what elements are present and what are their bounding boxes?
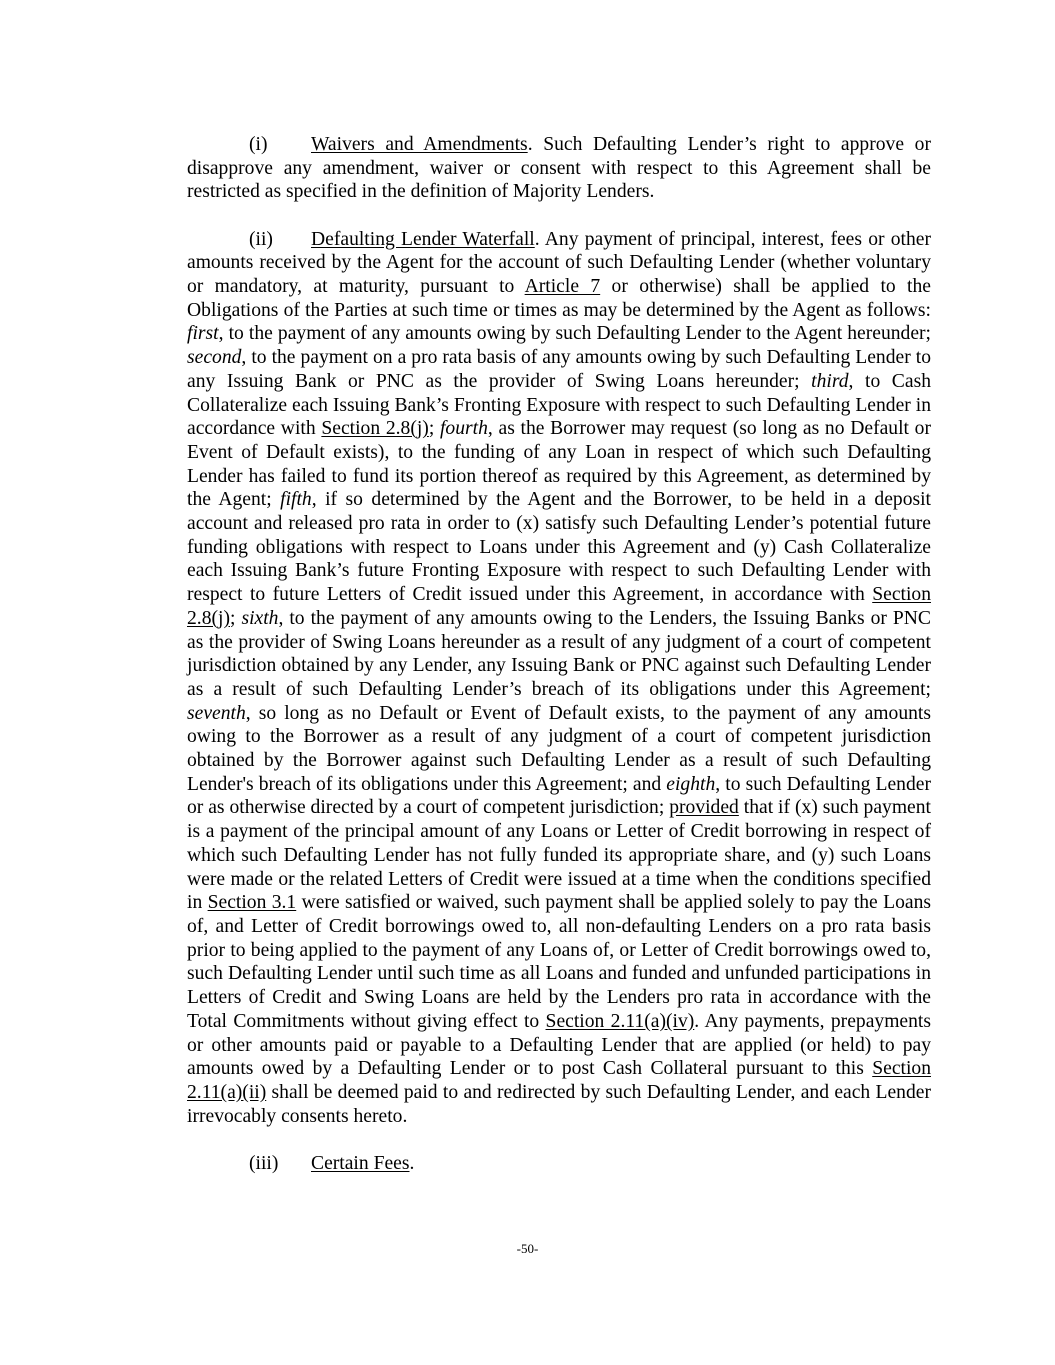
document-body bbox=[187, 133, 931, 1176]
text-run: , if so determined by the Agent and the Borrower, to be held in a deposit account and released pro rata in order to (x) satisfy such Defaulting Lender’s potential future funding obligations with respect to Loans under this Agreement and (y) Cash Collateralize each Issuing Bank’s future Fronting Exposure with respect to such Defaulting Lender with respect to future Letters of Credit issued under this Agreement, in accordance with bbox=[187, 489, 931, 606]
cross-reference: Section 2.11(a)(iv) bbox=[545, 1010, 695, 1032]
text-run: . Any payments, prepayments or other amounts paid or payable to a Defaulting Lender that are applied (or held) to pay amounts owed by a Defaulting Lender or to post Cash Collateral pursuant to this bbox=[187, 1010, 931, 1080]
text-run: . Any payment of principal, interest, fees or other amounts received by the Agent for the account of such Defaulting Lender (whether voluntary or mandatory, at maturity, pursuant to bbox=[187, 228, 931, 298]
ordinal-term: sixth bbox=[241, 607, 279, 629]
text-run: were satisfied or waived, such payment shall be applied solely to pay the Loans of, and Letter of Credit borrowings owed to, all non-defaulting Lenders on a pro rata basis prior to being applied to the payment of any Loans of, or Letter of Credit borrowings owed to, such Defaulting Lender until such time as all Loans and funded and unfunded participations in Letters of Credit and Swing Loans are held by the Lenders pro rata in accordance with the Total Commitments without giving effect to bbox=[187, 892, 931, 1032]
text-run: . bbox=[409, 1152, 415, 1174]
text-run: , to such Defaulting Lender or as otherwise directed by a court of competent jurisdiction; bbox=[187, 773, 931, 819]
text-run: . Such Defaulting Lender’s right to approve or disapprove any amendment, waiver or consent with respect to this Agreement shall be restricted as specified in the definition of Majority Lenders. bbox=[187, 134, 931, 203]
cross-reference: Section 3.1 bbox=[207, 892, 297, 914]
ordinal-term: fifth bbox=[280, 489, 312, 511]
paragraph-iii bbox=[187, 1152, 931, 1176]
cross-reference: provided bbox=[669, 797, 739, 819]
text-run: , to the payment of any amounts owing to the Lenders, the Issuing Banks or PNC as the provider of Swing Loans hereunder as a result of any judgment of a court of competent jurisdiction obtained by any Lender, any Issuing Bank or PNC against such Defaulting Lender as a result of such Defaulting Lender’s breach of its obligations under this Agreement; bbox=[187, 607, 931, 700]
text-run: shall be deemed paid to and redirected by such Defaulting Lender, and each Lender irrevocably consents hereto. bbox=[187, 1081, 931, 1127]
text-run: , so long as no Default or Event of Default exists, to the payment of any amounts owing to the Borrower as a result of any judgment of a court of competent jurisdiction obtained by the Borrower against such Defaulting Lender as a result of such Defaulting Lender's breach of its obligations under this Agreement; and bbox=[187, 702, 931, 795]
cross-reference: Section 2.8(j) bbox=[321, 418, 429, 440]
text-run: or otherwise) shall be applied to the Obligations of the Parties at such time or times as may be determined by the Agent as follows: bbox=[187, 276, 931, 321]
text-run: , to Cash Collateralize each Issuing Bank’s Fronting Exposure with respect to such Defaulting Lender in accordance with bbox=[187, 370, 931, 440]
ordinal-term: eighth bbox=[666, 773, 716, 795]
ordinal-term: seventh bbox=[187, 702, 246, 724]
cross-reference: Section 2.8(j) bbox=[187, 584, 931, 629]
text-run: , as the Borrower may request (so long as no Default or Event of Default exists), to the funding of any Loan in respect of which such Defaulting Lender has failed to fund its portion thereof as required by this Agreement, as determined by the Agent; bbox=[187, 418, 932, 511]
ordinal-term: fourth bbox=[439, 418, 488, 440]
paragraph-heading: Waivers and Amendments bbox=[311, 134, 528, 155]
ordinal-term: second bbox=[187, 347, 242, 369]
text-run: , to the payment on a pro rata basis of any amounts owing by such Defaulting Lender to any Issuing Bank or PNC as the provider of Swing Loans hereunder; bbox=[187, 347, 931, 392]
ordinal-term: third bbox=[811, 370, 849, 392]
paragraph-number: (i) bbox=[249, 134, 268, 155]
cross-reference: Section 2.11(a)(ii) bbox=[187, 1058, 931, 1103]
page-number: -50- bbox=[516, 1241, 539, 1256]
paragraph-heading: Defaulting Lender Waterfall bbox=[311, 228, 535, 250]
text-run: , to the payment of any amounts owing by such Defaulting Lender to the Agent hereunder; bbox=[218, 323, 931, 345]
paragraph-text bbox=[410, 1153, 415, 1174]
text-run: ; bbox=[428, 418, 440, 440]
cross-reference: Article 7 bbox=[524, 276, 601, 298]
paragraph-heading: Certain Fees bbox=[311, 1152, 410, 1174]
paragraph-number: (ii) bbox=[249, 228, 273, 250]
paragraph-number: (iii) bbox=[249, 1152, 279, 1174]
ordinal-term: first bbox=[187, 323, 219, 345]
paragraph-i bbox=[187, 133, 931, 204]
paragraph-text bbox=[187, 229, 931, 1127]
paragraph-ii bbox=[187, 228, 931, 1129]
text-run: ; bbox=[230, 607, 242, 629]
text-run: that if (x) such payment is a payment of the principal amount of any Loans or Letter of Credit borrowing in respect of which such Defaulting Lender has not fully funded its appropriate share, and (y) such Loans were made or the related Letters of Credit were issued at a time when the conditions specified in bbox=[187, 797, 931, 914]
